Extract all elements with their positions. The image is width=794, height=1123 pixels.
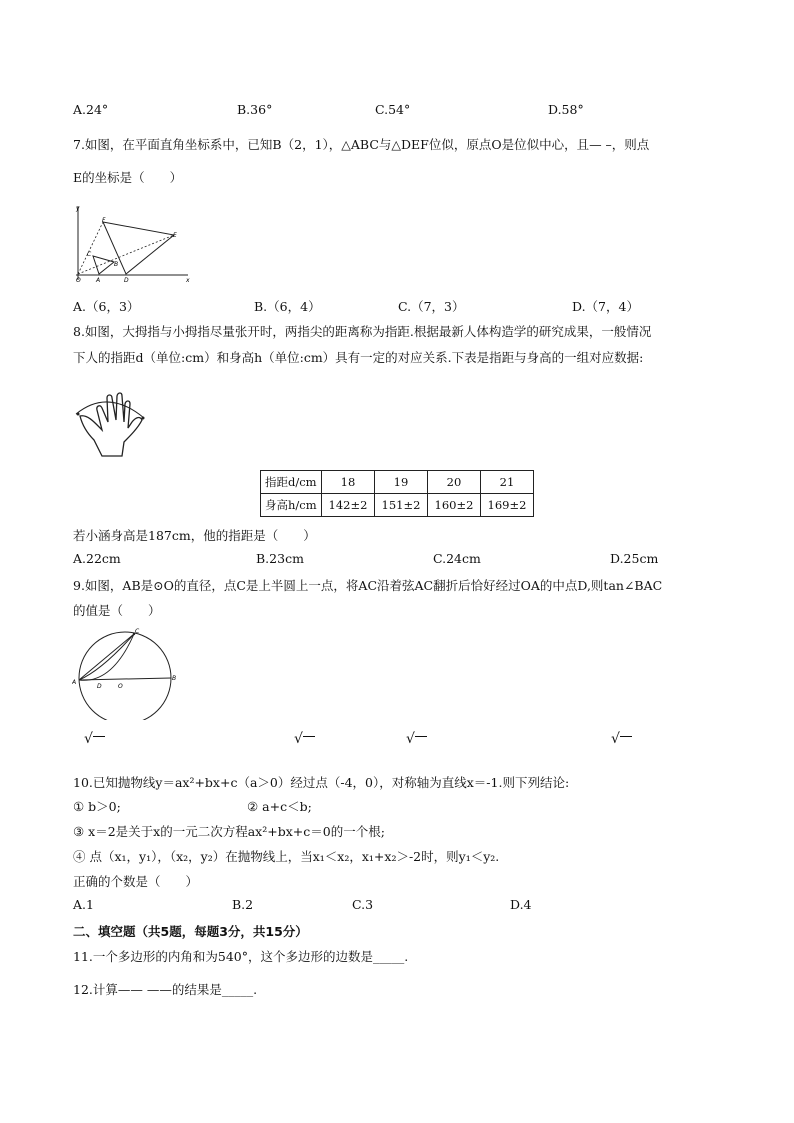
table-cell: 19 [375,471,428,494]
q8-option-c: C.24cm [433,551,481,566]
q10-conclusion-3: ③ x＝2是关于x的一元二次方程ax²+bx+c＝0的一个根; [73,824,385,839]
q7-label-b: B [114,261,119,268]
q7-coordinate-figure [72,200,192,286]
table-cell: 21 [481,471,534,494]
q8-option-a: A.22cm [73,551,121,566]
q8-option-d: D.25cm [610,551,659,566]
q10-option-a: A.1 [73,897,94,912]
q10-question: 正确的个数是（ ） [73,874,199,889]
q9-option-a-radical-icon: √ [84,731,105,747]
q9-stem-line1: 9.如图，AB是⊙O的直径，点C是上半圆上一点，将AC沿着弦AC翻折后恰好经过OA的中点D,则tan∠BAC [73,578,663,593]
q9-label-c: C [135,628,140,635]
q10-option-b: B.2 [232,897,254,912]
table-cell: 169±2 [481,494,534,517]
section-heading: 二、填空题（共5题，每题3分，共15分） [73,924,308,939]
q7-label-y: y [76,205,80,212]
table-row [261,494,534,517]
hand-figure [72,384,150,462]
q7-stem-line1: 7.如图，在平面直角坐标系中，已知B（2，1），△ABC与△DEF位似，原点O是位似中心，且— –，则点 [73,137,650,152]
table-cell: 160±2 [428,494,481,517]
table-cell: 20 [428,471,481,494]
q7-option-d: D.（7，4） [572,299,639,314]
q7-stem-line2: E的坐标是（ ） [73,170,183,185]
table-cell: 151±2 [375,494,428,517]
q9-option-c-radical-icon: √ [406,731,427,747]
circle-fold-figure [72,628,178,720]
q9-option-d-radical-icon: √ [611,731,632,747]
q7-label-x: x [186,277,190,284]
table-header-height: 身高h/cm [261,494,322,517]
q7-label-a: A [96,277,101,284]
q8-question: 若小涵身高是187cm，他的指距是（ ） [73,528,316,543]
table-cell: 18 [322,471,375,494]
q10-option-d: D.4 [510,897,532,912]
q7-option-c: C.（7，3） [398,299,465,314]
q7-label-d: D [124,277,129,284]
q8-stem-line1: 8.如图，大拇指与小拇指尽量张开时，两指尖的距离称为指距.根据最新人体构造学的研究成果，一般情况 [73,324,652,339]
q11-stem: 11.一个多边形的内角和为540°，这个多边形的边数是_____. [73,949,409,964]
q7-label-f: F [102,217,106,224]
q10-conclusion-4: ④ 点（x₁，y₁），（x₂，y₂）在抛物线上，当x₁＜x₂，x₁+x₂＞-2时，则y₁＜y₂. [73,849,500,864]
table-header-span: 指距d/cm [261,471,322,494]
q10-conclusion-2: ② a+c＜b; [247,799,312,814]
q7-option-a: A.（6，3） [73,299,140,314]
q7-label-e: E [173,232,177,239]
q6-option-c: C.54° [375,102,411,117]
q9-label-a: A [72,679,77,686]
q9-stem-line2: 的值是（ ） [73,603,161,618]
table-cell: 142±2 [322,494,375,517]
q9-option-b-radical-icon: √ [294,731,315,747]
q8-option-b: B.23cm [256,551,304,566]
q7-label-c: C [87,251,92,258]
q6-option-d: D.58° [548,102,584,117]
q7-label-o: O [76,277,81,284]
q6-option-b: B.36° [237,102,273,117]
q12-stem: 12.计算—— ——的结果是_____. [73,982,258,997]
q9-label-b: B [172,675,177,682]
finger-span-table [260,470,534,517]
q8-stem-line2: 下人的指距d（单位:cm）和身高h（单位:cm）具有一定的对应关系.下表是指距与身高的一组对应数据: [73,350,644,365]
q10-option-c: C.3 [352,897,374,912]
q9-label-o: O [118,683,123,690]
q10-conclusion-1: ① b＞0; [73,799,121,814]
q10-stem: 10.已知抛物线y＝ax²+bx+c（a＞0）经过点（-4，0），对称轴为直线x＝-1.则下列结论: [73,775,570,790]
q9-label-d: D [97,683,102,690]
q6-option-a: A.24° [73,102,109,117]
q7-option-b: B.（6，4） [254,299,321,314]
table-row [261,471,534,494]
